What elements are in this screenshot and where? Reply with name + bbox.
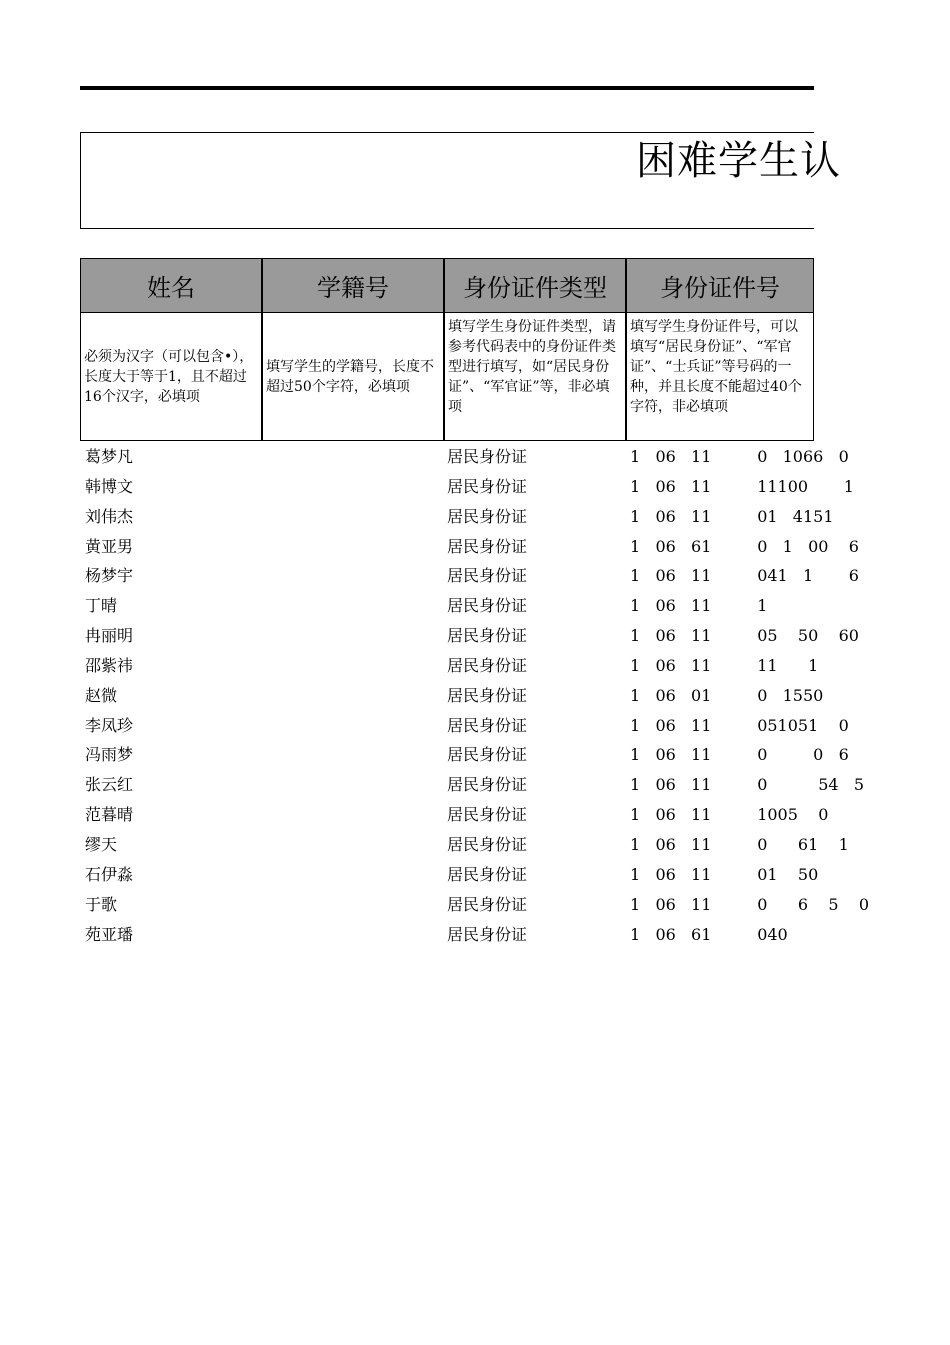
desc-id-type <box>445 313 627 440</box>
cell-name: 张云红 <box>85 775 134 795</box>
page-title: 困难学生认 <box>636 138 841 184</box>
top-rule <box>80 86 814 90</box>
cell-id-type: 居民身份证 <box>447 476 528 496</box>
cell-id-type: 居民身份证 <box>447 626 528 646</box>
desc-student-number-text: 填写学生的学籍号，长度不超过50个字符，必填项 <box>266 358 434 395</box>
table-row <box>80 830 900 860</box>
cell-name: 苑亚璠 <box>85 924 134 944</box>
desc-student-number <box>263 313 445 440</box>
header-id-number: 身份证件号 <box>660 274 780 302</box>
table-row <box>80 561 900 591</box>
cell-id-type: 居民身份证 <box>447 596 528 616</box>
table-row <box>80 681 900 711</box>
table-description-row <box>80 313 814 441</box>
cell-name: 丁晴 <box>85 596 118 616</box>
desc-id-number <box>627 313 813 440</box>
cell-id-number: 1 06 11 0 1066 0 <box>630 447 849 466</box>
cell-id-number: 1 06 11 11100 1 <box>630 476 854 496</box>
table-row <box>80 472 900 502</box>
desc-id-number-text: 填写学生身份证件号，可以填写“居民身份证”、“军官证”、“士兵证”等号码的一种，并且长度不能超过40个字符，非必填项 <box>630 319 802 415</box>
table-row <box>80 502 900 532</box>
cell-id-type: 居民身份证 <box>447 834 528 854</box>
cell-id-type: 居民身份证 <box>447 566 528 586</box>
cell-name: 韩博文 <box>85 476 134 496</box>
cell-id-type: 居民身份证 <box>447 894 528 914</box>
table-row <box>80 442 900 472</box>
cell-id-type: 居民身份证 <box>447 775 528 795</box>
cell-id-number: 1 06 11 05 50 60 <box>630 626 859 646</box>
table-row <box>80 770 900 800</box>
cell-id-number: 1 06 11 0 6 5 0 <box>630 894 870 914</box>
table-header-row <box>80 258 814 313</box>
desc-id-type-text: 填写学生身份证件类型，请参考代码表中的身份证件类型进行填写，如“居民身份证”、“军官证”等，非必填项 <box>448 319 616 415</box>
cell-name: 刘伟杰 <box>85 506 134 526</box>
cell-id-type: 居民身份证 <box>447 506 528 526</box>
table-row <box>80 532 900 562</box>
cell-id-number: 1 06 11 0 61 1 <box>630 834 849 854</box>
cell-name: 范暮晴 <box>85 805 134 825</box>
cell-name: 于歌 <box>85 894 118 914</box>
table-row <box>80 651 900 681</box>
cell-id-number: 1 06 11 01 50 <box>630 864 819 884</box>
cell-id-type: 居民身份证 <box>447 536 528 556</box>
header-student-number: 学籍号 <box>263 259 445 312</box>
cell-id-type: 居民身份证 <box>447 864 528 884</box>
cell-id-number: 1 06 11 11 1 <box>630 655 819 675</box>
cell-id-type: 居民身份证 <box>447 924 528 944</box>
cell-name: 缪天 <box>85 834 118 854</box>
table-row <box>80 800 900 830</box>
cell-id-type: 居民身份证 <box>447 745 528 765</box>
cell-name: 黄亚男 <box>85 536 134 556</box>
cell-id-number: 1 06 11 0 0 6 <box>630 745 849 765</box>
cell-id-type: 居民身份证 <box>447 805 528 825</box>
cell-id-number: 1 06 11 041 1 6 <box>630 566 859 586</box>
cell-name: 李凤珍 <box>85 715 134 735</box>
cell-name: 石伊淼 <box>85 864 134 884</box>
desc-name <box>81 313 263 440</box>
header-name: 姓名 <box>81 259 263 312</box>
cell-name: 葛梦凡 <box>85 447 134 466</box>
cell-name: 杨梦宇 <box>85 566 134 586</box>
cell-name: 邵紫祎 <box>85 655 134 675</box>
desc-name-text: 必须为汉字（可以包含•），长度大于等于1，且不超过16个汉字，必填项 <box>84 348 254 405</box>
cell-name: 冯雨梦 <box>85 745 134 765</box>
table-row <box>80 621 900 651</box>
cell-name: 赵微 <box>85 685 118 705</box>
cell-id-type: 居民身份证 <box>447 685 528 705</box>
cell-id-number: 1 06 61 0 1 00 6 <box>630 536 859 556</box>
cell-id-number: 1 06 11 0 54 5 <box>630 775 865 795</box>
table-row <box>80 740 900 770</box>
cell-id-number: 1 06 01 0 1550 <box>630 685 824 705</box>
cell-id-type: 居民身份证 <box>447 655 528 675</box>
table-body <box>80 442 900 949</box>
cell-id-type: 居民身份证 <box>447 447 528 466</box>
cell-id-number: 1 06 11 051051 0 <box>630 715 849 735</box>
cell-name: 冉丽明 <box>85 626 134 646</box>
cell-id-number: 1 06 11 1 <box>630 596 768 616</box>
table-row <box>80 920 900 950</box>
table-row <box>80 711 900 741</box>
cell-id-type: 居民身份证 <box>447 715 528 735</box>
cell-id-number: 1 06 11 01 4151 <box>630 506 834 526</box>
header-id-type: 身份证件类型 <box>445 259 627 312</box>
cell-id-number: 1 06 11 1005 0 <box>630 805 829 825</box>
table-row <box>80 890 900 920</box>
table-row <box>80 591 900 621</box>
table-row <box>80 860 900 890</box>
cell-id-number: 1 06 61 040 <box>630 924 788 944</box>
